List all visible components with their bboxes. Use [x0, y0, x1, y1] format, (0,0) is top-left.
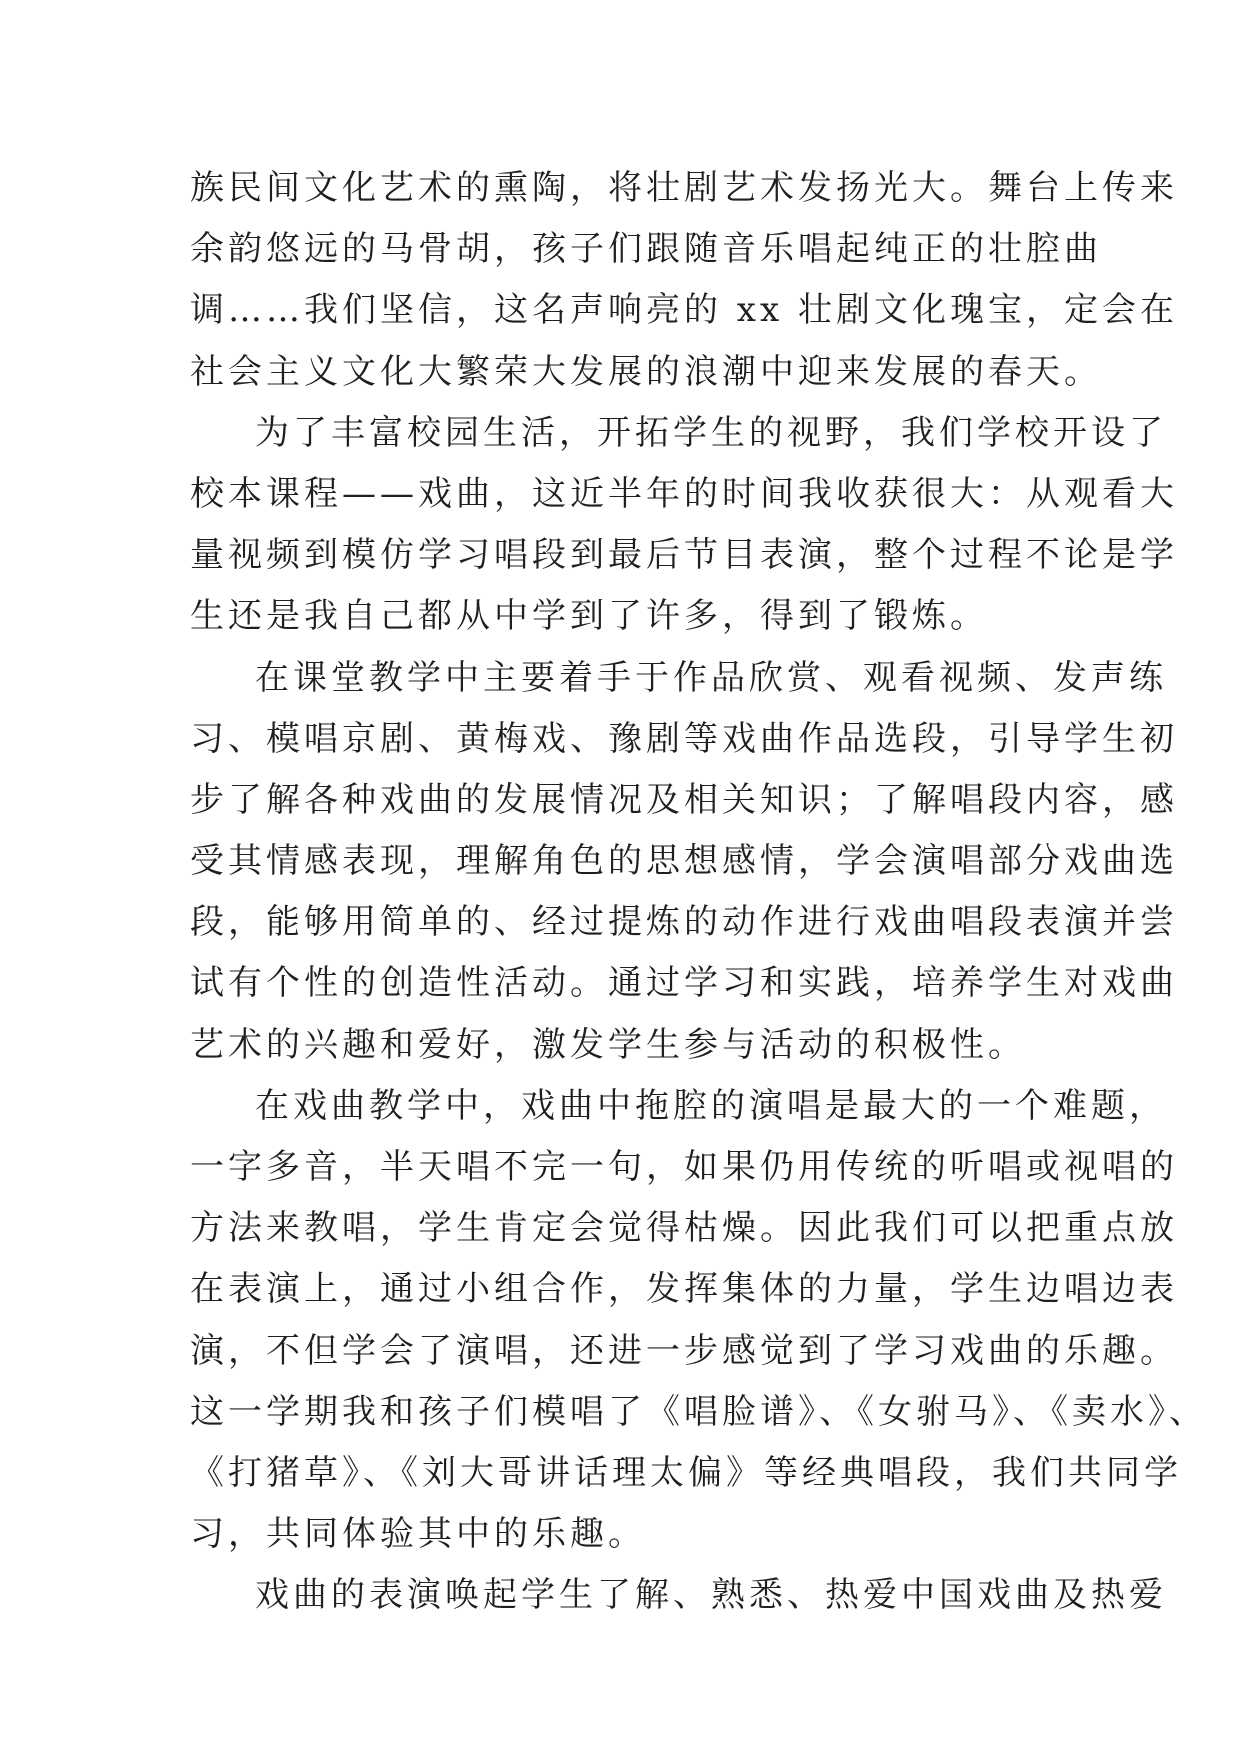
text-line: 戏曲的表演唤起学生了解、熟悉、热爱中国戏曲及热爱 [255, 1575, 1167, 1616]
text-line: 段，能够用简单的、经过提炼的动作进行戏曲唱段表演并尝 [190, 902, 1178, 943]
text-line: 为了丰富校园生活，开拓学生的视野，我们学校开设了 [255, 412, 1167, 453]
text-line: 一字多音，半天唱不完一句，如果仍用传统的听唱或视唱的 [190, 1147, 1178, 1187]
text-line: 习，共同体验其中的乐趣。 [190, 1514, 646, 1555]
paragraph [190, 648, 1178, 1076]
paragraph [190, 403, 1178, 648]
paragraph [190, 158, 1178, 403]
text-line: 《打猪草》、《刘大哥讲话理太偏》等经典唱段，我们共同学 [190, 1452, 1182, 1493]
text-line: 社会主义文化大繁荣大发展的浪潮中迎来发展的春天。 [190, 351, 1102, 392]
text-line: 在课堂教学中主要着手于作品欣赏、观看视频、发声练 [255, 657, 1167, 698]
text-line: 族民间文化艺术的熏陶，将壮剧艺术发扬光大。舞台上传来 [190, 168, 1178, 208]
text-line: 余韵悠远的马骨胡，孩子们跟随音乐唱起纯正的壮腔曲 [190, 229, 1102, 270]
text-line: 受其情感表现，理解角色的思想感情，学会演唱部分戏曲选 [190, 841, 1178, 882]
text-line: 试有个性的创造性活动。通过学习和实践，培养学生对戏曲 [190, 963, 1178, 1004]
text-line: 在戏曲教学中，戏曲中拖腔的演唱是最大的一个难题， [255, 1085, 1167, 1126]
body-text [190, 158, 1207, 1627]
text-line: 生还是我自己都从中学到了许多，得到了锻炼。 [190, 596, 988, 637]
paragraph [190, 1076, 1207, 1566]
text-line: 在表演上，通过小组合作，发挥集体的力量，学生边唱边表 [190, 1269, 1178, 1310]
text-line: 校本课程——戏曲，这近半年的时间我收获很大：从观看大 [190, 473, 1178, 514]
text-line: 这一学期我和孩子们模唱了《唱脸谱》、《女驸马》、《卖水》、 [190, 1391, 1207, 1432]
text-line: 艺术的兴趣和爱好，激发学生参与活动的积极性。 [190, 1024, 1026, 1065]
text-line: 调……我们坚信，这名声响亮的 xx 壮剧文化瑰宝，定会在 [190, 290, 1178, 331]
text-line: 方法来教唱，学生肯定会觉得枯燥。因此我们可以把重点放 [190, 1208, 1178, 1249]
text-line: 演，不但学会了演唱，还进一步感觉到了学习戏曲的乐趣。 [190, 1330, 1178, 1371]
text-line: 习、模唱京剧、黄梅戏、豫剧等戏曲作品选段，引导学生初 [190, 718, 1178, 759]
paragraph [190, 1565, 1167, 1626]
text-line: 量视频到模仿学习唱段到最后节目表演，整个过程不论是学 [190, 535, 1178, 576]
text-line: 步了解各种戏曲的发展情况及相关知识；了解唱段内容，感 [190, 779, 1178, 820]
